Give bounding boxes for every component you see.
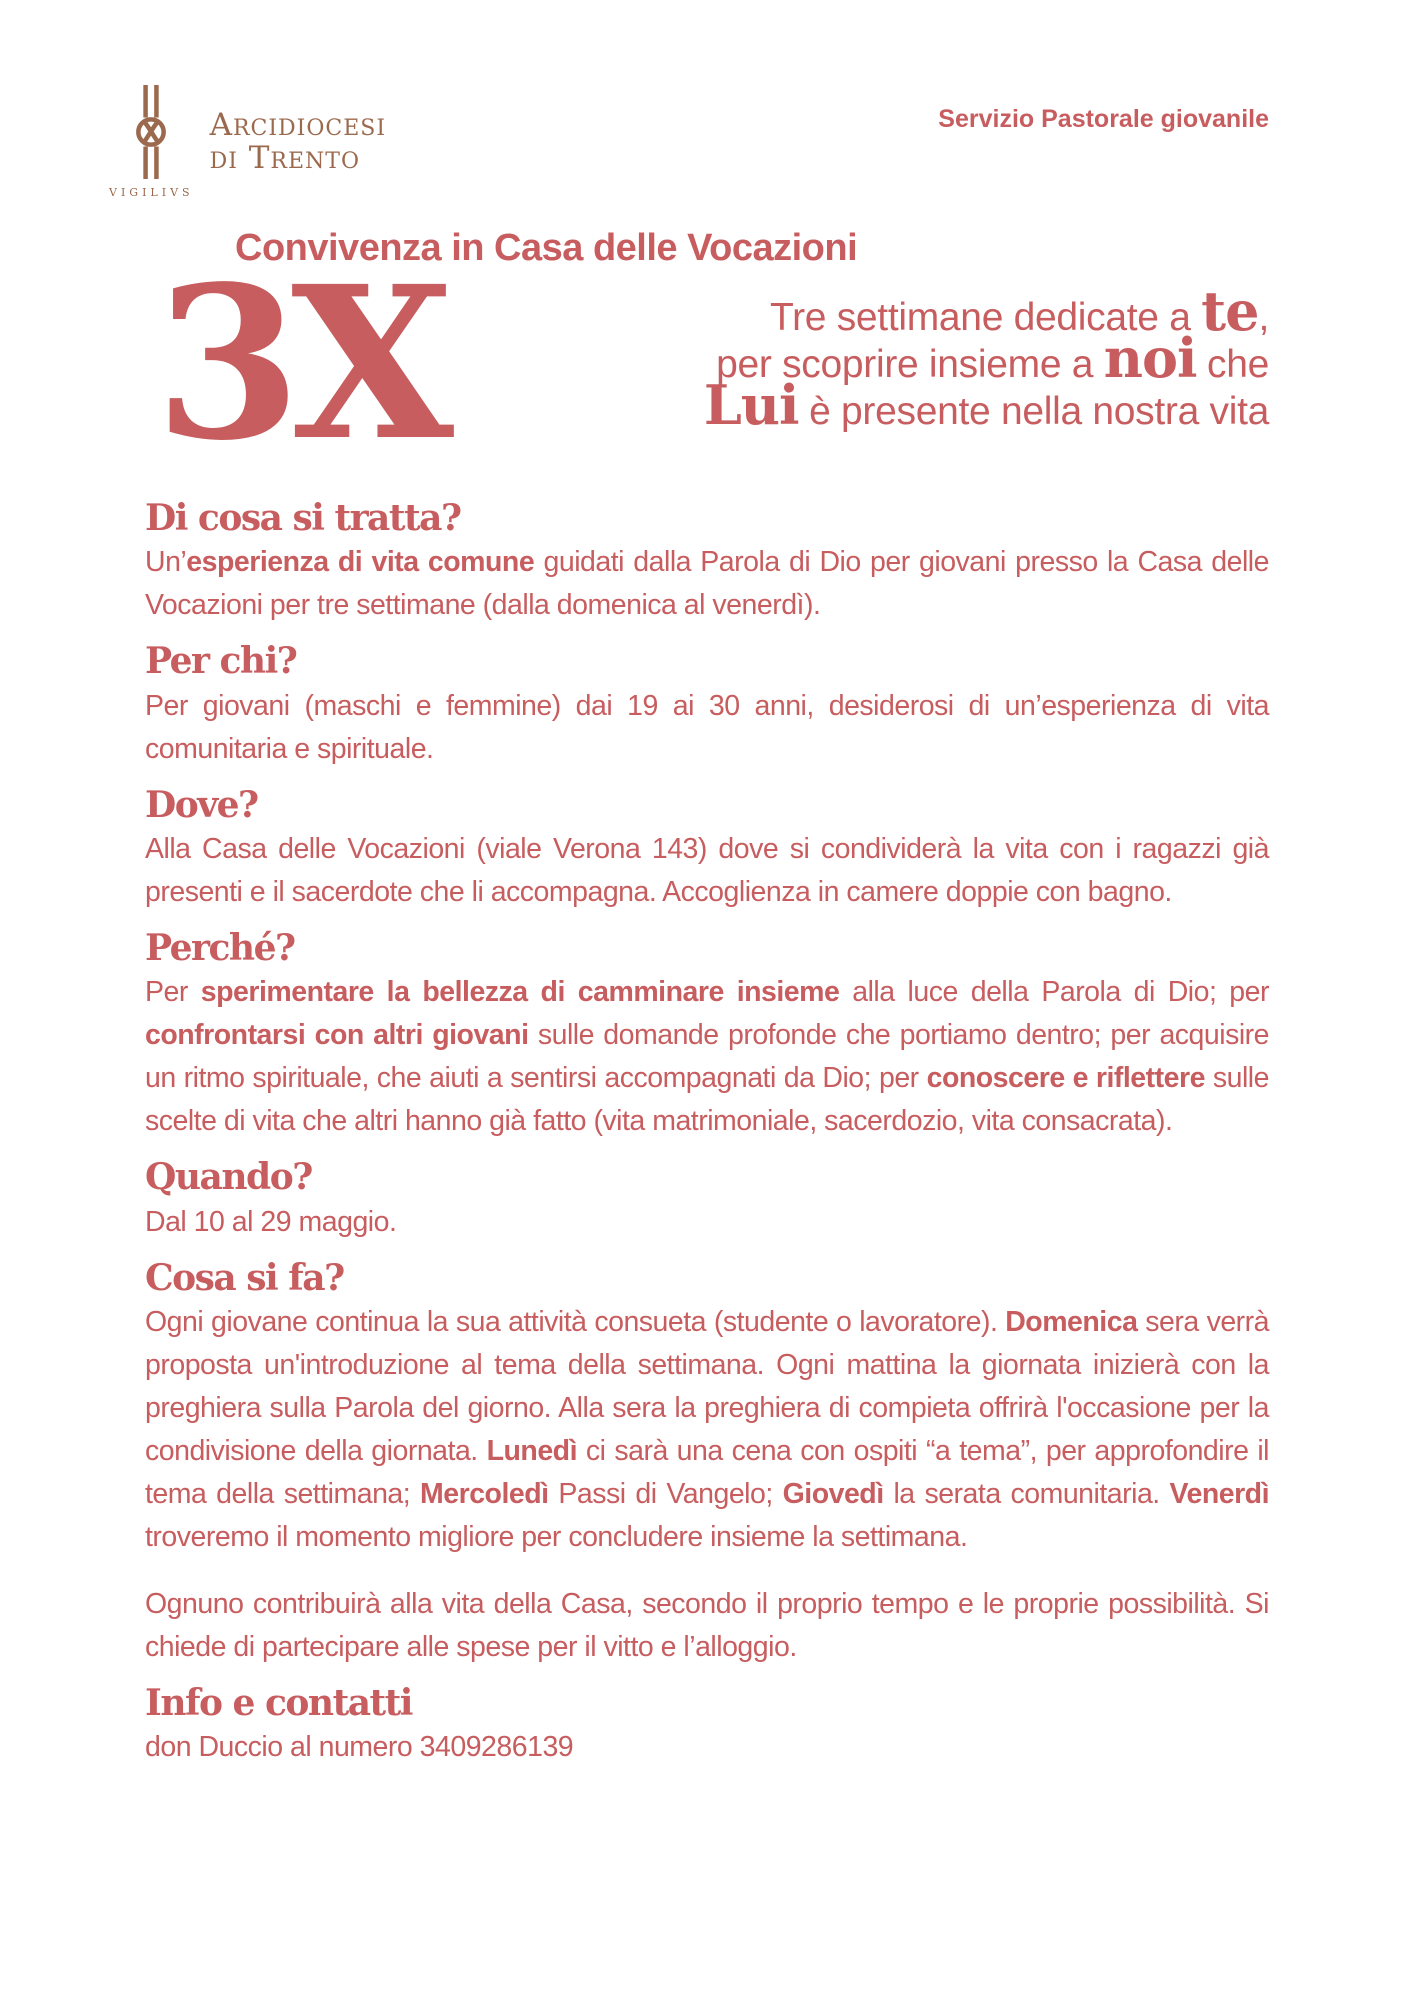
flyer-section (145, 785, 1269, 914)
flyer-section (145, 641, 1269, 770)
logo-name-line2: di Trento (209, 140, 361, 176)
page-title: Convivenza in Casa delle Vocazioni (235, 227, 858, 269)
hero-3x-text: 3X (155, 240, 445, 487)
emphasis-text: conoscere e riflettere (926, 1062, 1205, 1095)
text-run: Dal 10 al 29 maggio. (145, 1205, 397, 1238)
paragraph (145, 685, 1269, 771)
paragraph (145, 1301, 1269, 1559)
section-body (145, 971, 1269, 1143)
section-heading: Di cosa si tratta? (145, 497, 461, 539)
flyer-section (145, 928, 1269, 1143)
text-run: sulle domande profonde che portiamo dentro; per acquisire un ritmo spirituale, che aiuti a sentirsi accompagnati da Dio; per (145, 1019, 1269, 1095)
section-body (145, 1726, 1269, 1769)
text-run: Per (145, 976, 201, 1009)
text-run: Per giovani (maschi e femmine) dai 19 ai 30 anni, desiderosi di un’esperienza di vita comunitaria e spirituale. (145, 689, 1269, 765)
flyer-section (145, 1258, 1269, 1669)
text-run: che (1196, 343, 1269, 386)
paragraph (145, 971, 1269, 1143)
text-run: Ognuno contribuirà alla vita della Casa, secondo il proprio tempo e le proprie possibilità. Si chiede di partecipare alle spese per il vitto e l’alloggio. (145, 1587, 1269, 1663)
section-heading: Per chi? (145, 640, 297, 683)
section-heading: Perché? (145, 926, 295, 969)
text-run: don Duccio al numero 3409286139 (145, 1731, 574, 1764)
text-run: , (1258, 296, 1269, 339)
emphasis-text: Venerdì (1169, 1477, 1269, 1510)
text-run: la serata comunitaria. (883, 1477, 1170, 1510)
text-run: Passi di Vangelo; (548, 1477, 783, 1510)
text-run: per scoprire insieme a (716, 343, 1104, 386)
text-run: Alla Casa delle Vocazioni (viale Verona 143) dove si condividerà la vita con i ragazzi già presenti e il sacerdote che li accompagna. Accoglienza in camere doppie con bagno. (145, 832, 1269, 908)
emphasis-text: Mercoledì (420, 1477, 549, 1510)
emphasis-text: esperienza di vita comune (186, 546, 535, 579)
hero-tagline (444, 279, 1269, 437)
flyer-section (145, 498, 1269, 627)
logo-motto: VIGILIVS (109, 186, 194, 199)
emphasis-text: noi (1103, 326, 1197, 390)
text-run: troveremo il momento migliore per concludere insieme la settimana. (145, 1520, 968, 1553)
section-heading: Quando? (145, 1156, 312, 1199)
flyer-section (145, 1157, 1269, 1243)
section-heading: Dove? (145, 783, 258, 826)
text-run: alla luce della Parola di Dio; per (839, 976, 1269, 1009)
text-run: sera verrà proposta un'introduzione al tema della settimana. Ogni mattina la giornata inizierà con la preghiera sulla Parola del giorno. Alla sera la preghiera di compieta offrirà l'occasione per la condivisione della giornata. (145, 1305, 1269, 1467)
emphasis-text: sperimentare la bellezza di camminare insieme (200, 976, 840, 1009)
text-run: ci sarà una cena con ospiti “a tema”, per approfondire il tema della settimana; (145, 1434, 1269, 1510)
diocese-logo (109, 85, 386, 199)
text-run: Un’ (145, 546, 187, 579)
section-heading: Info e contatti (145, 1681, 412, 1724)
emphasis-text: te (1201, 279, 1259, 343)
section-heading: Cosa si fa? (145, 1256, 344, 1299)
service-label: Servizio Pastorale giovanile (938, 105, 1269, 133)
paragraph (145, 1583, 1269, 1669)
text-run: sulle scelte di vita che altri hanno già fatto (vita matrimoniale, sacerdozio, vita consacrata). (145, 1062, 1269, 1138)
section-body (145, 828, 1269, 914)
section-body (145, 541, 1269, 627)
knot-icon (122, 85, 180, 184)
logo-name (209, 106, 387, 176)
paragraph (145, 541, 1269, 627)
text-run: Ogni giovane continua la sua attività consueta (studente o lavoratore). (145, 1305, 1006, 1338)
emphasis-text: Domenica (1005, 1305, 1138, 1338)
logo-name-line1: Arcidiocesi (209, 106, 387, 143)
section-body (145, 685, 1269, 771)
emphasis-text: Lui (703, 373, 799, 437)
paragraph (145, 1201, 1269, 1244)
section-body (145, 1301, 1269, 1669)
header (109, 85, 1269, 199)
paragraph (145, 828, 1269, 914)
sections (145, 498, 1269, 1769)
emphasis-text: Lunedì (486, 1434, 578, 1467)
hero-tagline-line (444, 373, 1269, 437)
emphasis-text: Giovedì (782, 1477, 884, 1510)
logo-knot-block (109, 85, 194, 199)
emphasis-text: confrontarsi con altri giovani (145, 1019, 529, 1052)
text-run: guidati dalla Parola di Dio per giovani presso la Casa delle Vocazioni per tre settimane (dalla domenica al venerdì). (145, 546, 1269, 622)
hero-tagline-line (444, 326, 1269, 390)
section-body (145, 1201, 1269, 1244)
text-run: Tre settimane dedicate a (770, 296, 1202, 339)
text-run: è presente nella nostra vita (798, 390, 1269, 433)
paragraph (145, 1726, 1269, 1769)
flyer-section (145, 1683, 1269, 1769)
